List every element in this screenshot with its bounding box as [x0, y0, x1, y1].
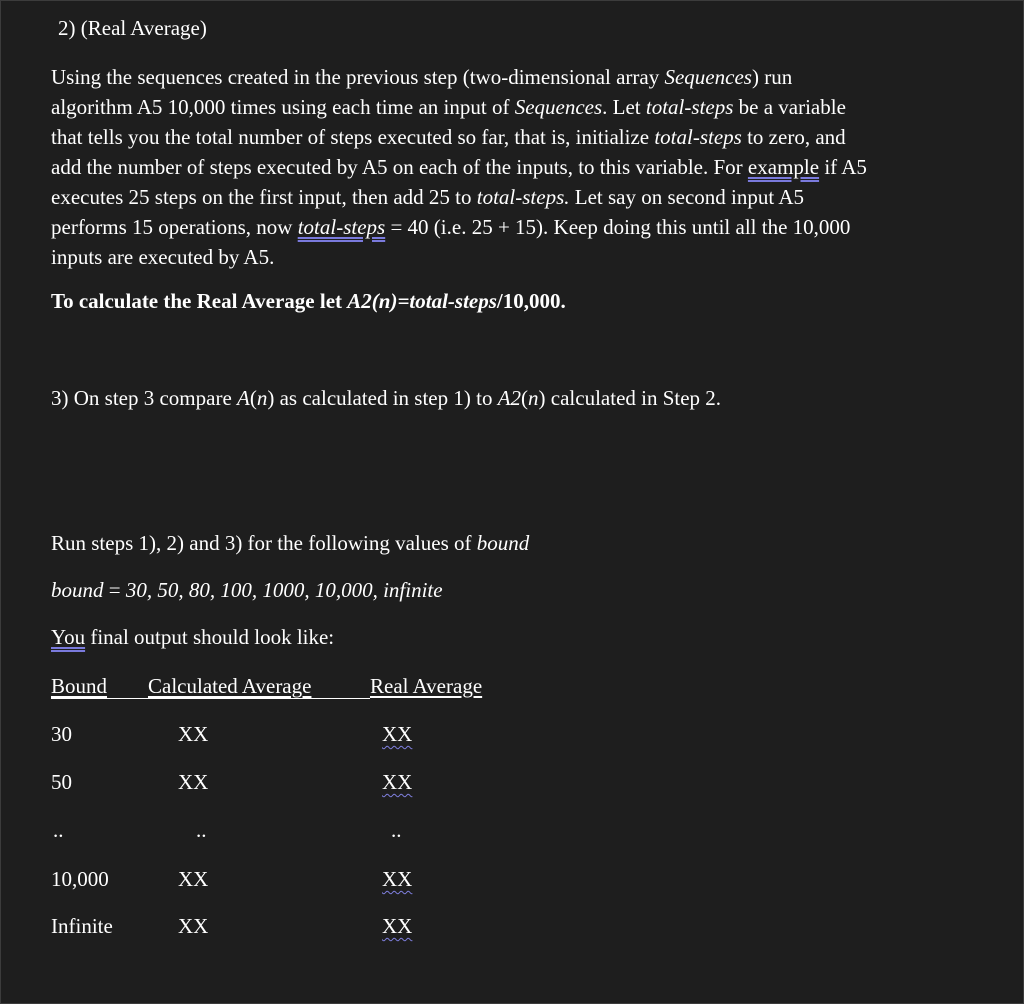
- step-3-text: 3) On step 3 compare A(n) as calculated in step 1) to A2(n) calculated in Step 2.: [51, 386, 722, 410]
- paragraph-line-3: that tells you the total number of steps executed so far, that is, initialize total-steps to zero, and: [51, 125, 846, 149]
- header-calculated-average: Calculated Average: [148, 674, 312, 698]
- real-average-formula: To calculate the Real Average let A2(n)=total-steps/10,000.: [51, 289, 566, 313]
- table-row-1-bound: 30: [51, 722, 72, 746]
- table-row-1-calculated: XX: [178, 722, 209, 746]
- run-steps-text: Run steps 1), 2) and 3) for the following values of bound: [51, 531, 530, 555]
- table-row-3-real: ..: [391, 818, 402, 842]
- output-intro: You final output should look like:: [51, 625, 335, 649]
- table-row-3-calculated: ..: [196, 818, 207, 842]
- header-real-average: Real Average: [370, 674, 483, 698]
- table-row-2-calculated: XX: [178, 770, 209, 794]
- table-row-5-bound: Infinite: [51, 914, 113, 938]
- paragraph-line-5: executes 25 steps on the first input, then add 25 to total-steps. Let say on second input A5: [51, 185, 804, 209]
- paragraph-line-1: Using the sequences created in the previous step (two-dimensional array Sequences) run: [51, 65, 793, 89]
- paragraph-line-7: inputs are executed by A5.: [51, 245, 275, 269]
- header-underline: [51, 698, 370, 699]
- grammar-flag-you: You: [51, 625, 86, 649]
- table-row-5-real: XX: [382, 914, 413, 938]
- paragraph-line-6: performs 15 operations, now total-steps = 40 (i.e. 25 + 15). Keep doing this until all the 10,000: [51, 215, 851, 239]
- instruction-paragraph: [51, 62, 931, 272]
- table-row-4-real: XX: [382, 867, 413, 891]
- table-row-4-bound: 10,000: [51, 867, 109, 891]
- section-heading: 2) (Real Average): [58, 16, 207, 40]
- grammar-flag-total-steps: total-steps: [297, 215, 386, 239]
- table-row-2-bound: 50: [51, 770, 72, 794]
- table-row-5-calculated: XX: [178, 914, 209, 938]
- table-row-4-calculated: XX: [178, 867, 209, 891]
- paragraph-line-4: add the number of steps executed by A5 on each of the inputs, to this variable. For example if A5: [51, 155, 867, 179]
- header-bound: Bound: [51, 674, 108, 698]
- table-row-3-bound: ..: [53, 818, 64, 842]
- table-row-1-real: XX: [382, 722, 413, 746]
- paragraph-line-2: algorithm A5 10,000 times using each time an input of Sequences. Let total-steps be a variable: [51, 95, 846, 119]
- grammar-flag-example: example: [747, 155, 820, 179]
- table-row-2-real: XX: [382, 770, 413, 794]
- bound-values: bound = 30, 50, 80, 100, 1000, 10,000, infinite: [51, 578, 443, 602]
